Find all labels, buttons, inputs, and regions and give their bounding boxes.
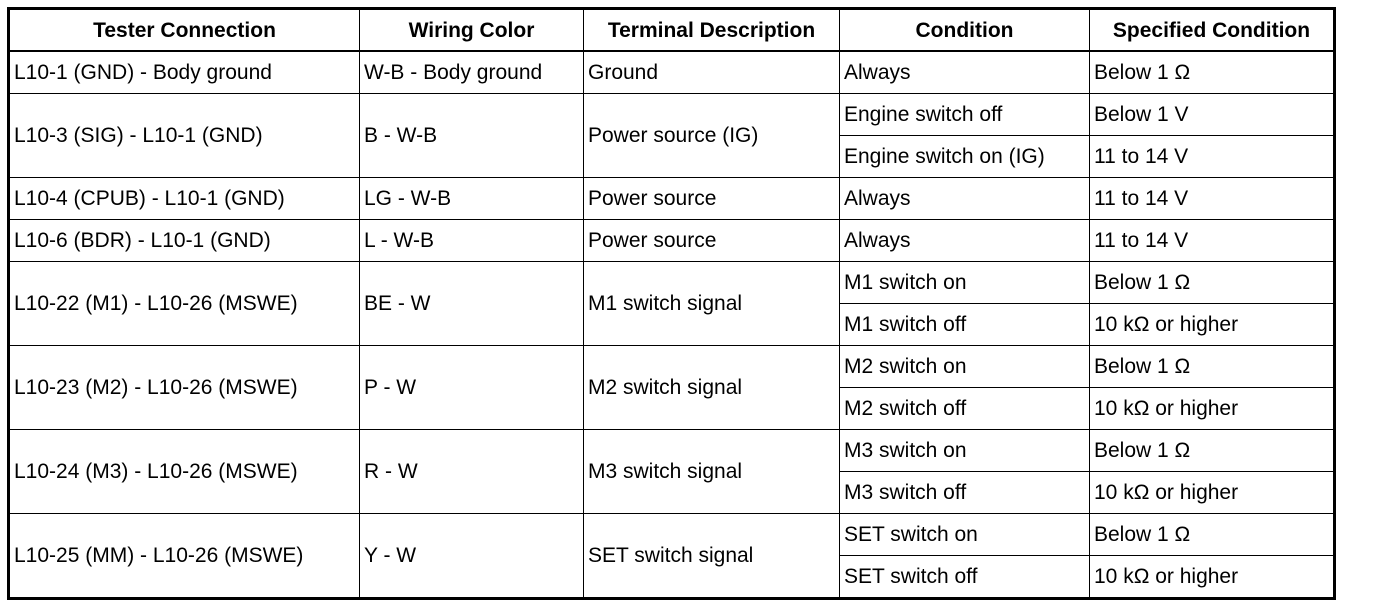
table-header bbox=[9, 9, 1335, 52]
header-tester-connection: Tester Connection bbox=[9, 9, 360, 52]
tester-connection-cell: L10-1 (GND) - Body ground bbox=[9, 51, 360, 94]
wiring-color-cell: R - W bbox=[360, 430, 584, 514]
terminal-description-cell: Power source bbox=[584, 178, 840, 220]
tester-connection-cell: L10-24 (M3) - L10-26 (MSWE) bbox=[9, 430, 360, 514]
wiring-color-cell: LG - W-B bbox=[360, 178, 584, 220]
condition-cell: SET switch off bbox=[840, 556, 1090, 599]
table-row bbox=[9, 220, 1335, 262]
tester-connection-cell: L10-25 (MM) - L10-26 (MSWE) bbox=[9, 514, 360, 599]
table-row bbox=[9, 346, 1335, 388]
condition-cell: Always bbox=[840, 178, 1090, 220]
specified-condition-cell: Below 1 Ω bbox=[1090, 514, 1335, 556]
specified-condition-cell: Below 1 Ω bbox=[1090, 262, 1335, 304]
table-body bbox=[9, 51, 1335, 599]
tester-connection-cell: L10-23 (M2) - L10-26 (MSWE) bbox=[9, 346, 360, 430]
condition-cell: Always bbox=[840, 51, 1090, 94]
condition-cell: Engine switch off bbox=[840, 94, 1090, 136]
header-wiring-color: Wiring Color bbox=[360, 9, 584, 52]
specified-condition-cell: Below 1 Ω bbox=[1090, 51, 1335, 94]
specified-condition-cell: Below 1 Ω bbox=[1090, 346, 1335, 388]
specified-condition-cell: 10 kΩ or higher bbox=[1090, 304, 1335, 346]
condition-cell: M1 switch off bbox=[840, 304, 1090, 346]
header-specified-condition: Specified Condition bbox=[1090, 9, 1335, 52]
tester-connection-cell: L10-4 (CPUB) - L10-1 (GND) bbox=[9, 178, 360, 220]
terminal-spec-table bbox=[7, 7, 1336, 600]
wiring-color-cell: BE - W bbox=[360, 262, 584, 346]
specified-condition-cell: 10 kΩ or higher bbox=[1090, 388, 1335, 430]
condition-cell: M2 switch on bbox=[840, 346, 1090, 388]
terminal-description-cell: Power source (IG) bbox=[584, 94, 840, 178]
header-row bbox=[9, 9, 1335, 52]
condition-cell: SET switch on bbox=[840, 514, 1090, 556]
terminal-description-cell: M1 switch signal bbox=[584, 262, 840, 346]
table-row bbox=[9, 178, 1335, 220]
header-terminal-description: Terminal Description bbox=[584, 9, 840, 52]
wiring-color-cell: Y - W bbox=[360, 514, 584, 599]
wiring-color-cell: W-B - Body ground bbox=[360, 51, 584, 94]
specified-condition-cell: Below 1 Ω bbox=[1090, 430, 1335, 472]
tester-connection-cell: L10-6 (BDR) - L10-1 (GND) bbox=[9, 220, 360, 262]
condition-cell: M3 switch on bbox=[840, 430, 1090, 472]
wiring-color-cell: P - W bbox=[360, 346, 584, 430]
table-row bbox=[9, 514, 1335, 556]
table-row bbox=[9, 430, 1335, 472]
condition-cell: M2 switch off bbox=[840, 388, 1090, 430]
condition-cell: Always bbox=[840, 220, 1090, 262]
specified-condition-cell: 11 to 14 V bbox=[1090, 136, 1335, 178]
header-condition: Condition bbox=[840, 9, 1090, 52]
terminal-description-cell: M3 switch signal bbox=[584, 430, 840, 514]
terminal-description-cell: Power source bbox=[584, 220, 840, 262]
table-row bbox=[9, 262, 1335, 304]
tester-connection-cell: L10-3 (SIG) - L10-1 (GND) bbox=[9, 94, 360, 178]
specified-condition-cell: Below 1 V bbox=[1090, 94, 1335, 136]
terminal-description-cell: M2 switch signal bbox=[584, 346, 840, 430]
terminal-description-cell: SET switch signal bbox=[584, 514, 840, 599]
table-row bbox=[9, 94, 1335, 136]
spec-table-container bbox=[7, 7, 1336, 600]
specified-condition-cell: 11 to 14 V bbox=[1090, 178, 1335, 220]
condition-cell: M3 switch off bbox=[840, 472, 1090, 514]
table-row bbox=[9, 51, 1335, 94]
wiring-color-cell: L - W-B bbox=[360, 220, 584, 262]
wiring-color-cell: B - W-B bbox=[360, 94, 584, 178]
specified-condition-cell: 10 kΩ or higher bbox=[1090, 556, 1335, 599]
condition-cell: Engine switch on (IG) bbox=[840, 136, 1090, 178]
tester-connection-cell: L10-22 (M1) - L10-26 (MSWE) bbox=[9, 262, 360, 346]
condition-cell: M1 switch on bbox=[840, 262, 1090, 304]
specified-condition-cell: 11 to 14 V bbox=[1090, 220, 1335, 262]
specified-condition-cell: 10 kΩ or higher bbox=[1090, 472, 1335, 514]
terminal-description-cell: Ground bbox=[584, 51, 840, 94]
